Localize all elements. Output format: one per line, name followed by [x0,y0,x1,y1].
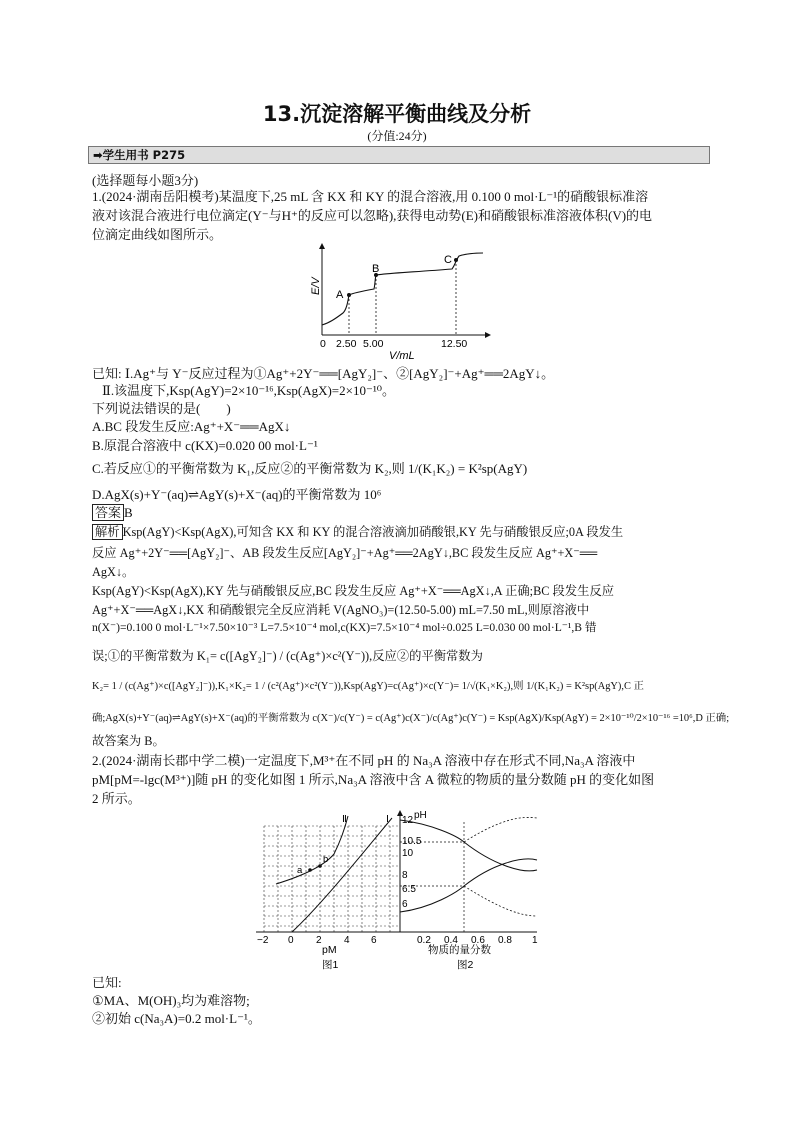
analysis-line-2: 反应 Ag⁺+2Y⁻══[AgY₂]⁻、AB 段发生反应[AgY₂]⁻+Ag⁺══2AgY↓,BC 段发生反应 Ag⁺+X⁻══ [92,546,598,560]
q2-figures [252,808,552,974]
fig1-x-tick-5: 6 [371,935,377,946]
point-a-dot [308,868,312,872]
fig1-x-tick-4: 4 [344,935,350,946]
q2-line-1: 2.(2024·湖南长郡中学二模)一定温度下,M³⁺在不同 pH 的 Na₃A 溶液中存在形式不同,Na₃A 溶液中 [92,753,636,768]
fig2-curve-d [464,886,537,916]
fig1-x-label: pM [322,944,337,956]
analysis-line-9: 确;AgX(s)+Y⁻(aq)⇌AgY(s)+X⁻(aq)的平衡常数为 c(X⁻)/c(Y⁻) = c(Ag⁺)c(X⁻)/c(Ag⁺)c(Y⁻) = Ksp(AgX)/Ksp(AgY) = 2×10⁻¹⁰/2×10⁻¹⁶ =10⁶,D 正确; [92,713,730,724]
point-b-dot [318,864,322,868]
fig2-x-tick-1: 0.2 [417,935,431,946]
x-tick-1: 2.50 [336,338,357,350]
fig1-x-tick-3: 2 [316,935,322,946]
fig2-x-tick-3: 0.6 [471,935,485,946]
point-b-label: B [372,263,380,275]
fig2-x-tick-4: 0.8 [498,935,512,946]
q1-known-2: Ⅱ.该温度下,Ksp(AgY)=2×10⁻¹⁶,Ksp(AgX)=2×10⁻¹⁰。 [102,383,395,398]
section-note: (选择题每小题3分) [92,173,199,188]
analysis-line-4: Ksp(AgY)<Ksp(AgX),KY 先与硝酸银反应,BC 段发生反应 Ag⁺+X⁻══AgX↓,A 正确;BC 段发生反应 [92,584,615,598]
fig2-curve-c [464,817,537,842]
analysis-line-1 [92,522,623,540]
fig2-x-label: 物质的量分数 [428,944,491,956]
fig1-caption: 图1 [322,959,339,971]
fig1-point-b: b [323,854,329,865]
analysis-line-10: 故答案为 B。 [92,734,165,748]
q1-line-2: 液对该混合液进行电位滴定(Y⁻与H⁺的反应可以忽略),获得电动势(E)和硝酸银标准溶液体积(V)的电 [92,208,653,223]
fig2-x-tick-2: 0.4 [444,935,458,946]
point-a-label: A [336,289,344,301]
fig2-curve-b [400,859,537,912]
analysis-line-5: Ag⁺+X⁻══AgX↓,KX 和硝酸银完全反应消耗 V(AgNO₃)=(12.50-5.00) mL=7.50 mL,则原溶液中 [92,603,590,617]
x-tick-3: 12.50 [441,338,468,350]
origin-label: 0 [320,338,326,350]
titration-curve-figure [305,243,495,360]
student-book-banner: ➡学生用书 P275 [88,146,710,164]
fig2-caption: 图2 [457,959,474,971]
score-note: (分值:24分) [367,129,427,143]
point-c-label: C [444,254,452,266]
analysis-line-6: n(X⁻)=0.100 0 mol·L⁻¹×7.50×10⁻³ L=7.5×10⁻⁴ mol,c(KX)=7.5×10⁻⁴ mol÷0.025 L=0.030 00 mol·L⁻¹,B 错 [92,621,597,634]
fig2-y-tick-6: 6 [402,899,408,910]
q1-option-c: C.若反应①的平衡常数为 K₁,反应②的平衡常数为 K₂,则 1/(K₁K₂) = K²sp(AgY) [92,461,528,476]
analysis-text-1: Ksp(AgY)<Ksp(AgX),可知含 KX 和 KY 的混合溶液滴加硝酸银,KY 先与硝酸银反应;0A 段发生 [122,525,624,539]
x-tick-2: 5.00 [363,338,384,350]
point-a-dot [347,293,351,297]
fig2-y-label: pH [414,810,427,821]
q1-known-1: 已知: Ⅰ.Ag⁺与 Y⁻反应过程为①Ag⁺+2Y⁻══[AgY₂]⁻、②[AgY₂]⁻+Ag⁺══2AgY↓。 [92,366,555,381]
q1-question: 下列说法错误的是( ) [92,401,231,416]
page-title: 13.沉淀溶解平衡曲线及分析 [262,102,532,126]
analysis-line-3: AgX↓。 [92,565,135,579]
fig1-grid [264,826,400,932]
fig2-x-tick-5: 1 [532,935,538,946]
q2-known-1: 已知: [92,975,122,990]
fig1-curve-2-label: Ⅱ [342,814,347,825]
q1-line-3: 位滴定曲线如图所示。 [92,227,223,242]
analysis-line-7: 误;①的平衡常数为 K₁= c([AgY₂]⁻) / (c(Ag⁺)×c²(Y⁻)),反应②的平衡常数为 [92,649,483,663]
titration-curve [322,253,483,325]
q2-line-2: pM[pM=-lgc(M³⁺)]随 pH 的变化如图 1 所示,Na₃A 溶液中含 A 微粒的物质的量分数随 pH 的变化如图 [92,772,655,787]
q1-answer [92,502,133,521]
q2-known-3: ②初始 c(Na₃A)=0.2 mol·L⁻¹。 [92,1011,261,1026]
fig2-y-tick-2: 10.5 [402,836,422,847]
q1-option-a: A.BC 段发生反应:Ag⁺+X⁻══AgX↓ [92,419,291,434]
q2-known-2: ①MA、M(OH)₃均为难溶物; [92,993,250,1008]
fig2-y-tick-3: 10 [402,848,414,859]
fig2-y-tick-5: 6.5 [402,884,416,895]
answer-value: B [124,505,133,520]
fig1-x-tick-1: −2 [257,935,269,946]
fig1-point-a: a [297,865,303,876]
fig2-y-tick-1: 12 [402,815,414,826]
point-c-dot [454,258,458,262]
q1-option-b: B.原混合溶液中 c(KX)=0.020 00 mol·L⁻¹ [92,438,318,453]
q1-line-1: 1.(2024·湖南岳阳模考)某温度下,25 mL 含 KX 和 KY 的混合溶液,用 0.100 0 mol·L⁻¹的硝酸银标准溶 [92,189,649,204]
answer-tag: 答案 [92,504,124,521]
analysis-line-8: K₂= 1 / (c(Ag⁺)×c([AgY₂]⁻)),K₁×K₂= 1 / (c²(Ag⁺)×c²(Y⁻)),Ksp(AgY)=c(Ag⁺)×c(Y⁻)= 1/√(K₁×K₂),则 1/(K₁K₂) = K²sp(AgY),C 正 [92,681,644,692]
y-axis-label: E/V [310,277,322,295]
x-axis-label: V/mL [389,350,415,360]
q1-option-d: D.AgX(s)+Y⁻(aq)⇌AgY(s)+X⁻(aq)的平衡常数为 10⁶ [92,487,382,502]
analysis-tag: 解析 [92,524,123,540]
fig1-curve-1-label: Ⅰ [386,814,389,825]
q2-line-3: 2 所示。 [92,791,141,806]
fig2-y-tick-4: 8 [402,870,408,881]
fig1-x-tick-2: 0 [288,935,294,946]
